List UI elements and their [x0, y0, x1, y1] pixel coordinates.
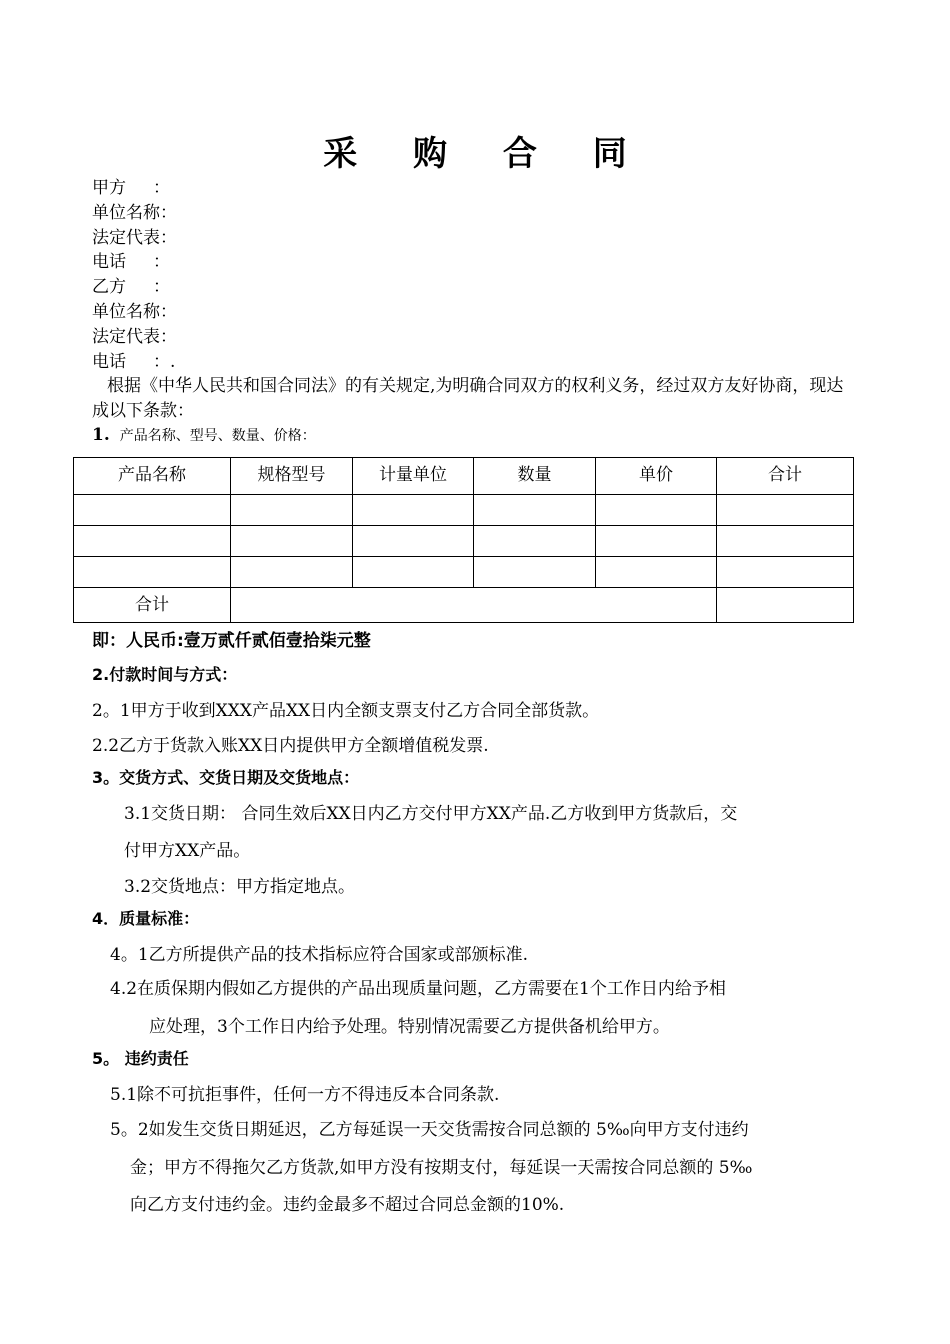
table-cell: [474, 495, 596, 526]
table-cell: [717, 526, 854, 557]
table-cell: [353, 495, 474, 526]
section-3-item-1a: 3.1交货日期： 合同生效后XX日内乙方交付甲方XX产品.乙方收到甲方货款后，交: [124, 804, 738, 824]
table-cell: [353, 557, 474, 588]
section-1-title: 产品名称、型号、数量、价格：: [119, 428, 316, 444]
table-cell: [474, 557, 596, 588]
section-5-item-1: 5.1除不可抗拒事件，任何一方不得违反本合同条款.: [110, 1085, 500, 1105]
party-info: [92, 176, 177, 374]
section-3-item-1b: 付甲方XX产品。: [124, 841, 251, 861]
section-5-item-2b: 金；甲方不得拖欠乙方货款,如甲方没有按期支付，每延误一天需按合同总额的 5‰: [130, 1158, 753, 1178]
table-row: [74, 495, 854, 526]
section-2-title: 2.付款时间与方式：: [92, 665, 238, 684]
section-1-number: 1.: [92, 425, 110, 445]
intro-paragraph: [92, 374, 852, 424]
table-cell: [231, 526, 353, 557]
header-unit: 计量单位: [353, 458, 474, 495]
header-total: 合计: [717, 458, 854, 495]
section-2-item-1: 2。1甲方于收到XXX产品XX日内全额支票支付乙方合同全部货款。: [92, 701, 600, 721]
table-cell: [717, 495, 854, 526]
party-b-representative: 法定代表：: [92, 326, 177, 347]
section-5-title: 5。 违约责任: [92, 1049, 189, 1068]
section-4-item-2b: 应处理，3个工作日内给予处理。特别情况需要乙方提供备机给甲方。: [149, 1017, 670, 1037]
table-cell: [353, 526, 474, 557]
section-2-item-2: 2.2乙方于货款入账XX日内提供甲方全额增值税发票.: [92, 736, 489, 756]
total-label: 合计: [74, 588, 231, 623]
table-cell: [74, 495, 231, 526]
section-4-title: 4．质量标准：: [92, 909, 200, 928]
section-1-heading: [92, 425, 316, 445]
table-cell: [596, 495, 717, 526]
party-a-company: 单位名称：: [92, 202, 177, 223]
section-4-item-1: 4。1乙方所提供产品的技术指标应符合国家或部颁标准.: [110, 945, 529, 965]
total-merged-cell: [231, 588, 717, 623]
table-cell: [74, 557, 231, 588]
party-b-phone: 电话 ：.: [92, 351, 176, 372]
section-5-item-2a: 5。2如发生交货日期延迟，乙方每延误一天交货需按合同总额的 5‰向甲方支付违约: [110, 1120, 749, 1140]
table-cell: [596, 557, 717, 588]
section-5-item-2c: 向乙方支付违约金。违约金最多不超过合同总金额的10%.: [130, 1195, 565, 1215]
table-cell: [74, 526, 231, 557]
party-a-representative: 法定代表：: [92, 227, 177, 248]
section-3-title: 3。交货方式、交货日期及交货地点：: [92, 768, 360, 787]
section-4-item-2a: 4.2在质保期内假如乙方提供的产品出现质量问题，乙方需要在1个工作日内给予相: [110, 979, 726, 999]
document-title: 采 购 合 同: [323, 134, 649, 174]
table-row: [74, 557, 854, 588]
table-cell: [596, 526, 717, 557]
header-unit-price: 单价: [596, 458, 717, 495]
table-cell: [231, 495, 353, 526]
section-3-item-2: 3.2交货地点：甲方指定地点。: [124, 877, 356, 897]
table-cell: [474, 526, 596, 557]
total-value-cell: [717, 588, 854, 623]
header-model: 规格型号: [231, 458, 353, 495]
party-b-label: 乙方 ：: [92, 277, 171, 298]
table-cell: [231, 557, 353, 588]
amount-in-words: 即：人民币:壹万贰仟贰佰壹拾柒元整: [92, 631, 371, 651]
table-header-row: [74, 458, 854, 495]
table-cell: [717, 557, 854, 588]
party-a-phone: 电话 ：: [92, 252, 171, 273]
table-total-row: [74, 588, 854, 623]
party-a-label: 甲方 ：: [92, 178, 171, 198]
header-product-name: 产品名称: [74, 458, 231, 495]
intro-text: 根据《中华人民共和国合同法》的有关规定,为明确合同双方的权利义务，经过双方友好协商，现达成以下条款：: [92, 376, 844, 421]
header-quantity: 数量: [474, 458, 596, 495]
product-table: [73, 457, 854, 623]
party-b-company: 单位名称：: [92, 301, 177, 322]
table-row: [74, 526, 854, 557]
